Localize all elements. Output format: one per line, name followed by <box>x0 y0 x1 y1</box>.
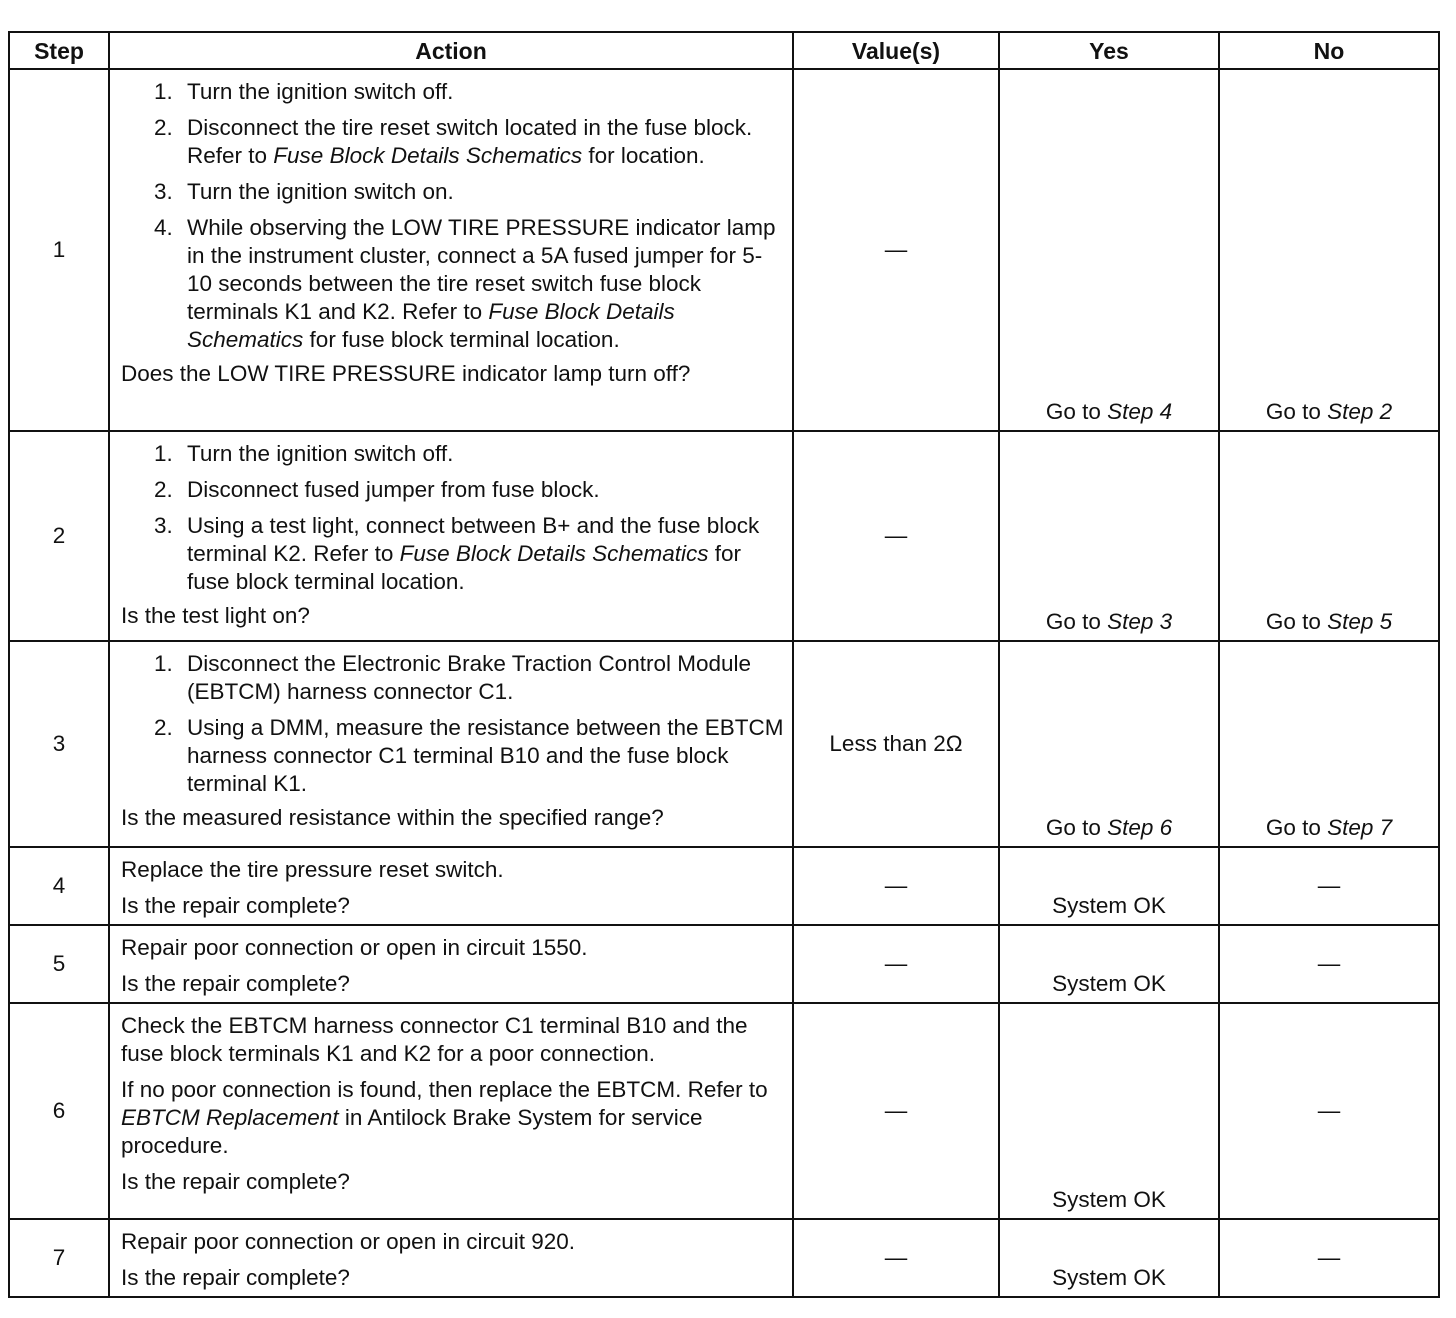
list-item: 1. Turn the ignition switch off. <box>179 440 784 468</box>
list-item: 4. While observing the LOW TIRE PRESSURE indicator lamp in the instrument cluster, connect a 5A fused jumper for 5-10 seconds between the tire reset switch fuse block terminals K1 and K2. Refer to Fuse Block Details Schematics for fuse block terminal location. <box>179 214 784 354</box>
step-number: 1 <box>9 69 109 431</box>
list-item: 2. Disconnect fused jumper from fuse block. <box>179 476 784 504</box>
action-cell <box>109 1003 793 1219</box>
value-cell: Less than 2Ω <box>793 641 999 847</box>
table-row <box>9 1003 1439 1219</box>
action-cell <box>109 641 793 847</box>
no-cell: — <box>1219 847 1439 925</box>
instruction-list <box>121 650 784 798</box>
table-row <box>9 431 1439 641</box>
yes-cell: System OK <box>999 847 1219 925</box>
instruction-text: Replace the tire pressure reset switch. <box>121 857 504 882</box>
yes-cell: Go to Step 6 <box>999 641 1219 847</box>
table-row <box>9 69 1439 431</box>
action-cell <box>109 431 793 641</box>
instruction-text: Repair poor connection or open in circuit 920. <box>121 1229 576 1254</box>
no-cell: Go to Step 5 <box>1219 431 1439 641</box>
table-row <box>9 641 1439 847</box>
question: Is the measured resistance within the specified range? <box>121 805 664 830</box>
action-cell <box>109 925 793 1003</box>
question: Is the repair complete? <box>121 971 350 996</box>
diagnostic-table <box>8 31 1440 1298</box>
step-number: 2 <box>9 431 109 641</box>
question: Is the repair complete? <box>121 893 350 918</box>
step-number: 7 <box>9 1219 109 1297</box>
value-cell: — <box>793 431 999 641</box>
yes-cell: Go to Step 3 <box>999 431 1219 641</box>
no-cell: Go to Step 2 <box>1219 69 1439 431</box>
table-row <box>9 925 1439 1003</box>
list-item: 3. Using a test light, connect between B+ and the fuse block terminal K2. Refer to Fuse Block Details Schematics for fuse block terminal location. <box>179 512 784 596</box>
list-item: 1. Disconnect the Electronic Brake Traction Control Module (EBTCM) harness connector C1. <box>179 650 784 706</box>
value-cell: — <box>793 69 999 431</box>
value-cell: — <box>793 847 999 925</box>
list-item: 3. Turn the ignition switch on. <box>179 178 784 206</box>
table-row <box>9 1219 1439 1297</box>
list-item: 2. Disconnect the tire reset switch located in the fuse block. Refer to Fuse Block Details Schematics for location. <box>179 114 784 170</box>
value-cell: — <box>793 1219 999 1297</box>
question: Does the LOW TIRE PRESSURE indicator lamp turn off? <box>121 361 691 386</box>
instruction-text: If no poor connection is found, then replace the EBTCM. Refer to EBTCM Replacement in Antilock Brake System for service procedure. <box>121 1077 768 1158</box>
question: Is the repair complete? <box>121 1169 350 1194</box>
header-row <box>9 32 1439 69</box>
yes-cell: Go to Step 4 <box>999 69 1219 431</box>
list-item: 2. Using a DMM, measure the resistance between the EBTCM harness connector C1 terminal B10 and the fuse block terminal K1. <box>179 714 784 798</box>
list-item: 1. Turn the ignition switch off. <box>179 78 784 106</box>
header-yes: Yes <box>999 32 1219 69</box>
action-cell <box>109 1219 793 1297</box>
header-values: Value(s) <box>793 32 999 69</box>
header-no: No <box>1219 32 1439 69</box>
step-number: 4 <box>9 847 109 925</box>
yes-cell: System OK <box>999 925 1219 1003</box>
value-cell: — <box>793 1003 999 1219</box>
step-number: 5 <box>9 925 109 1003</box>
step-number: 3 <box>9 641 109 847</box>
instruction-text: Check the EBTCM harness connector C1 terminal B10 and the fuse block terminals K1 and K2 for a poor connection. <box>121 1013 748 1066</box>
question: Is the test light on? <box>121 603 310 628</box>
no-cell: Go to Step 7 <box>1219 641 1439 847</box>
value-cell: — <box>793 925 999 1003</box>
yes-cell: System OK <box>999 1003 1219 1219</box>
action-cell <box>109 69 793 431</box>
table-row <box>9 847 1439 925</box>
instruction-text: Repair poor connection or open in circuit 1550. <box>121 935 588 960</box>
question: Is the repair complete? <box>121 1265 350 1290</box>
instruction-list <box>121 78 784 354</box>
yes-cell: System OK <box>999 1219 1219 1297</box>
header-action: Action <box>109 32 793 69</box>
no-cell: — <box>1219 1219 1439 1297</box>
step-number: 6 <box>9 1003 109 1219</box>
instruction-list <box>121 440 784 596</box>
action-cell <box>109 847 793 925</box>
no-cell: — <box>1219 925 1439 1003</box>
header-step: Step <box>9 32 109 69</box>
no-cell: — <box>1219 1003 1439 1219</box>
